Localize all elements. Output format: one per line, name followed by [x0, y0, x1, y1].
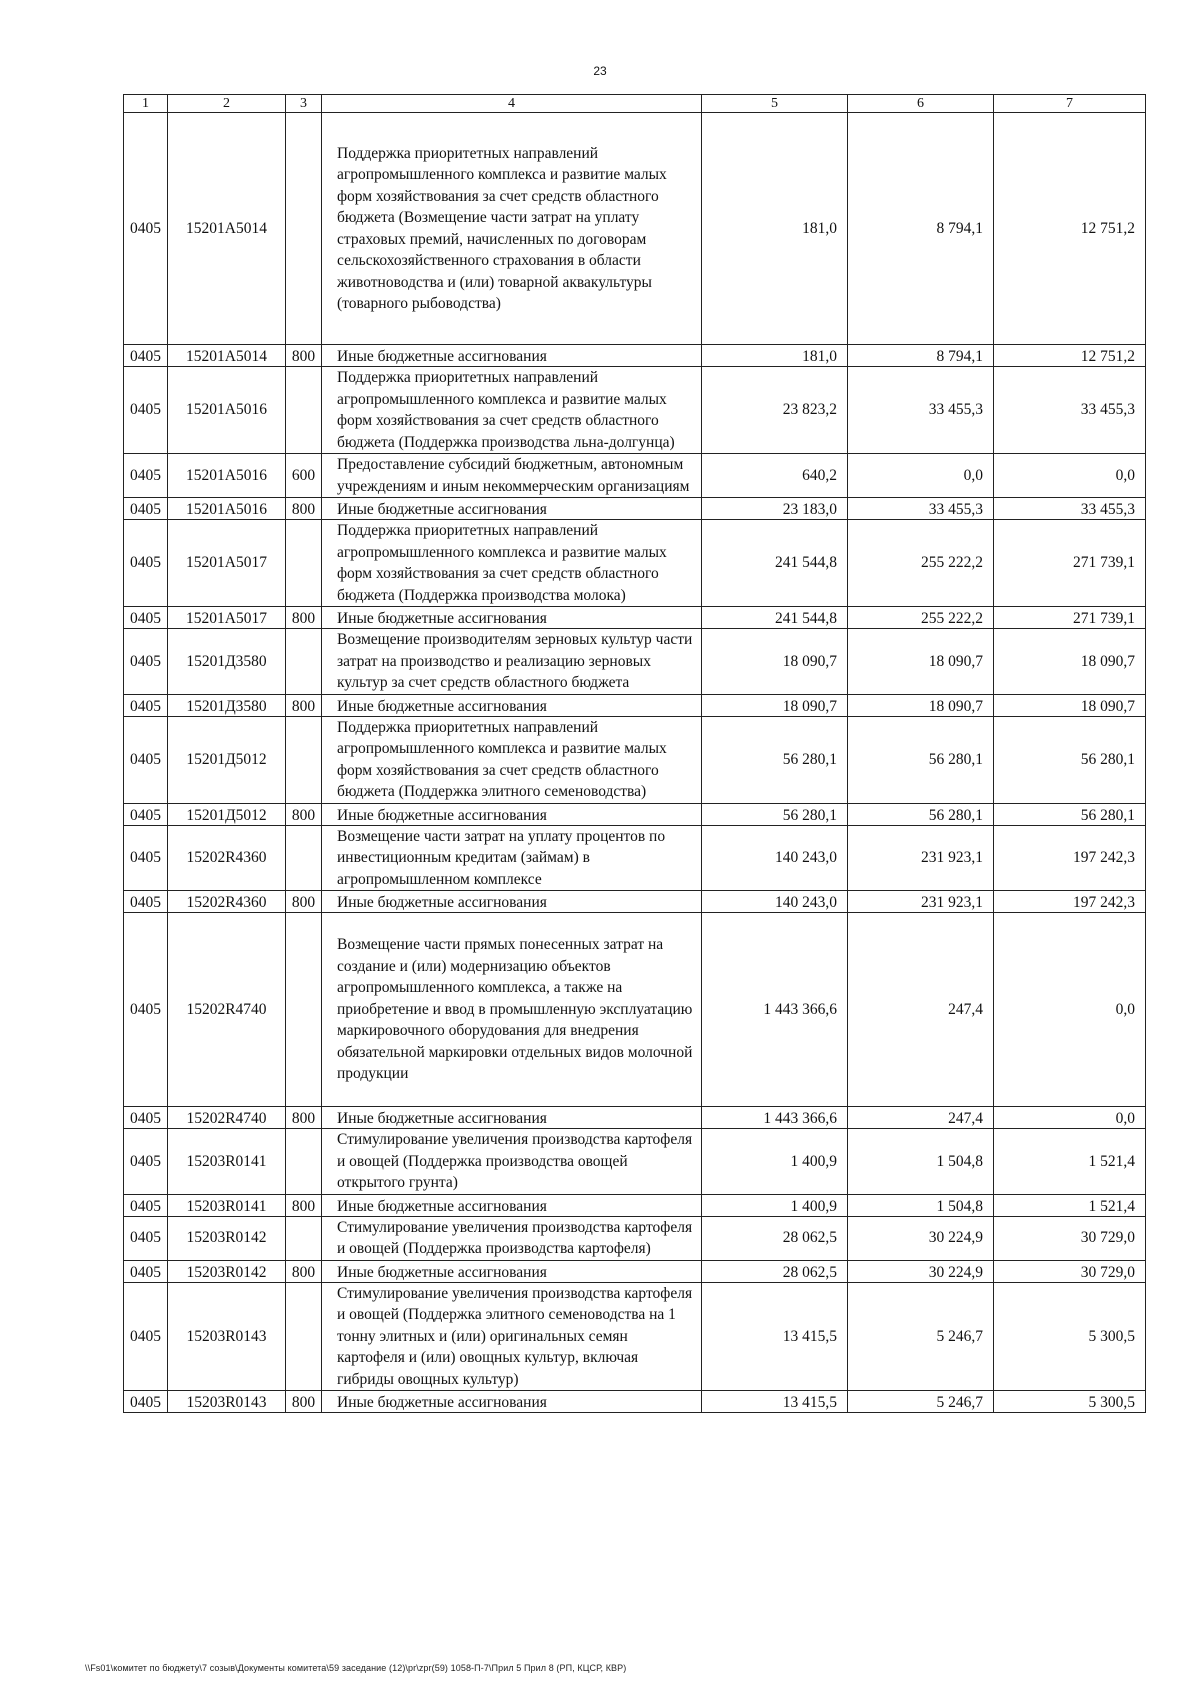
target-article-code: 15201Д3580 — [168, 629, 286, 695]
target-article-code: 15203R0143 — [168, 1391, 286, 1413]
section-code: 0405 — [124, 520, 168, 607]
amount-year-2: 255 222,2 — [848, 607, 994, 629]
table-row — [124, 367, 1146, 454]
table-header-row — [124, 95, 1146, 113]
amount-year-2: 8 794,1 — [848, 113, 994, 345]
amount-year-2: 247,4 — [848, 1107, 994, 1129]
expense-type-code: 800 — [286, 607, 322, 629]
amount-year-3: 0,0 — [994, 454, 1146, 498]
table-row — [124, 454, 1146, 498]
column-header: 1 — [124, 95, 168, 113]
target-article-code: 15201Д5012 — [168, 803, 286, 825]
target-article-code: 15201A5016 — [168, 498, 286, 520]
amount-year-2: 30 224,9 — [848, 1216, 994, 1260]
section-code: 0405 — [124, 1260, 168, 1282]
footer-file-path: \\Fs01\комитет по бюджету\7 созыв\Документы комитета\59 заседание (12)\pr\zpr(59) 1058-П-7\Прил 5 Прил 8 (РП, КЦСР, КВР) — [85, 1663, 627, 1673]
expense-name: Иные бюджетные ассигнования — [322, 1107, 702, 1129]
expense-name: Стимулирование увеличения производства картофеля и овощей (Поддержка элитного семеноводства на 1 тонну элитных и (или) оригинальных семян картофеля и (или) овощных культур, включая гибриды овощных культур) — [322, 1282, 702, 1391]
expense-type-code — [286, 1129, 322, 1195]
amount-year-1: 1 400,9 — [702, 1129, 848, 1195]
table-row — [124, 694, 1146, 716]
table-row — [124, 1282, 1146, 1391]
amount-year-3: 18 090,7 — [994, 629, 1146, 695]
amount-year-3: 5 300,5 — [994, 1282, 1146, 1391]
page-number: 23 — [593, 64, 607, 78]
target-article-code: 15202R4360 — [168, 825, 286, 891]
table-row — [124, 803, 1146, 825]
target-article-code: 15201Д3580 — [168, 694, 286, 716]
table-row — [124, 1260, 1146, 1282]
amount-year-3: 271 739,1 — [994, 607, 1146, 629]
amount-year-1: 181,0 — [702, 113, 848, 345]
expense-type-code: 800 — [286, 1260, 322, 1282]
table-row — [124, 113, 1146, 345]
section-code: 0405 — [124, 607, 168, 629]
expense-type-code: 800 — [286, 891, 322, 913]
table-row — [124, 520, 1146, 607]
amount-year-2: 231 923,1 — [848, 825, 994, 891]
expense-type-code: 800 — [286, 1107, 322, 1129]
expense-type-code — [286, 629, 322, 695]
amount-year-2: 1 504,8 — [848, 1194, 994, 1216]
amount-year-3: 12 751,2 — [994, 113, 1146, 345]
budget-table — [123, 94, 1146, 1413]
expense-name: Поддержка приоритетных направлений агропромышленного комплекса и развитие малых форм хозяйствования за счет средств областного бюджета (Поддержка производства льна-долгунца) — [322, 367, 702, 454]
amount-year-1: 56 280,1 — [702, 716, 848, 803]
amount-year-2: 56 280,1 — [848, 803, 994, 825]
expense-type-code — [286, 1216, 322, 1260]
amount-year-2: 0,0 — [848, 454, 994, 498]
expense-name: Иные бюджетные ассигнования — [322, 891, 702, 913]
expense-name: Иные бюджетные ассигнования — [322, 1194, 702, 1216]
expense-name: Поддержка приоритетных направлений агропромышленного комплекса и развитие малых форм хозяйствования за счет средств областного бюджета (Возмещение части затрат на уплату страховых премий, начисленных по договорам сельскохозяйственного страхования в области животноводства и (или) товарной аквакультуры (товарного рыбоводства) — [322, 113, 702, 345]
amount-year-2: 247,4 — [848, 913, 994, 1107]
target-article-code: 15202R4740 — [168, 1107, 286, 1129]
expense-name: Предоставление субсидий бюджетным, автономным учреждениям и иным некоммерческим организациям — [322, 454, 702, 498]
target-article-code: 15201A5016 — [168, 367, 286, 454]
amount-year-3: 1 521,4 — [994, 1194, 1146, 1216]
expense-type-code: 800 — [286, 498, 322, 520]
column-header: 4 — [322, 95, 702, 113]
amount-year-2: 5 246,7 — [848, 1391, 994, 1413]
table-row — [124, 1391, 1146, 1413]
table-row — [124, 891, 1146, 913]
amount-year-2: 18 090,7 — [848, 629, 994, 695]
amount-year-1: 13 415,5 — [702, 1282, 848, 1391]
target-article-code: 15201A5014 — [168, 345, 286, 367]
expense-type-code — [286, 367, 322, 454]
section-code: 0405 — [124, 498, 168, 520]
amount-year-3: 33 455,3 — [994, 498, 1146, 520]
expense-type-code: 600 — [286, 454, 322, 498]
expense-type-code — [286, 520, 322, 607]
section-code: 0405 — [124, 345, 168, 367]
column-header: 6 — [848, 95, 994, 113]
expense-type-code — [286, 913, 322, 1107]
expense-name: Поддержка приоритетных направлений агропромышленного комплекса и развитие малых форм хозяйствования за счет средств областного бюджета (Поддержка производства молока) — [322, 520, 702, 607]
target-article-code: 15201Д5012 — [168, 716, 286, 803]
section-code: 0405 — [124, 454, 168, 498]
expense-type-code — [286, 716, 322, 803]
amount-year-1: 23 183,0 — [702, 498, 848, 520]
column-header: 7 — [994, 95, 1146, 113]
table-row — [124, 498, 1146, 520]
amount-year-2: 30 224,9 — [848, 1260, 994, 1282]
section-code: 0405 — [124, 1216, 168, 1260]
amount-year-3: 56 280,1 — [994, 803, 1146, 825]
expense-name: Иные бюджетные ассигнования — [322, 607, 702, 629]
expense-name: Возмещение производителям зерновых культур части затрат на производство и реализацию зерновых культур за счет средств областного бюджета — [322, 629, 702, 695]
amount-year-2: 231 923,1 — [848, 891, 994, 913]
amount-year-2: 56 280,1 — [848, 716, 994, 803]
expense-name: Возмещение части прямых понесенных затрат на создание и (или) модернизацию объектов агропромышленного комплекса, а также на приобретение и ввод в промышленную эксплуатацию маркировочного оборудования для внедрения обязательной маркировки отдельных видов молочной продукции — [322, 913, 702, 1107]
expense-name: Стимулирование увеличения производства картофеля и овощей (Поддержка производства овощей открытого грунта) — [322, 1129, 702, 1195]
expense-type-code: 800 — [286, 803, 322, 825]
column-header: 3 — [286, 95, 322, 113]
amount-year-2: 8 794,1 — [848, 345, 994, 367]
expense-type-code: 800 — [286, 1391, 322, 1413]
target-article-code: 15201A5017 — [168, 607, 286, 629]
table-row — [124, 1107, 1146, 1129]
amount-year-1: 56 280,1 — [702, 803, 848, 825]
expense-type-code — [286, 1282, 322, 1391]
target-article-code: 15201A5016 — [168, 454, 286, 498]
expense-name: Возмещение части затрат на уплату процентов по инвестиционным кредитам (займам) в агропромышленном комплексе — [322, 825, 702, 891]
expense-name: Иные бюджетные ассигнования — [322, 1260, 702, 1282]
expense-name: Иные бюджетные ассигнования — [322, 803, 702, 825]
expense-name: Иные бюджетные ассигнования — [322, 345, 702, 367]
amount-year-1: 1 443 366,6 — [702, 913, 848, 1107]
section-code: 0405 — [124, 1107, 168, 1129]
target-article-code: 15202R4360 — [168, 891, 286, 913]
amount-year-3: 271 739,1 — [994, 520, 1146, 607]
target-article-code: 15202R4740 — [168, 913, 286, 1107]
amount-year-1: 18 090,7 — [702, 694, 848, 716]
amount-year-1: 1 400,9 — [702, 1194, 848, 1216]
amount-year-2: 255 222,2 — [848, 520, 994, 607]
table-row — [124, 825, 1146, 891]
target-article-code: 15201A5017 — [168, 520, 286, 607]
table-row — [124, 1216, 1146, 1260]
amount-year-2: 33 455,3 — [848, 367, 994, 454]
column-header: 5 — [702, 95, 848, 113]
section-code: 0405 — [124, 1194, 168, 1216]
amount-year-1: 181,0 — [702, 345, 848, 367]
column-header: 2 — [168, 95, 286, 113]
section-code: 0405 — [124, 716, 168, 803]
section-code: 0405 — [124, 913, 168, 1107]
amount-year-3: 12 751,2 — [994, 345, 1146, 367]
section-code: 0405 — [124, 803, 168, 825]
amount-year-2: 5 246,7 — [848, 1282, 994, 1391]
amount-year-3: 56 280,1 — [994, 716, 1146, 803]
expense-name: Иные бюджетные ассигнования — [322, 498, 702, 520]
expense-type-code: 800 — [286, 345, 322, 367]
amount-year-1: 640,2 — [702, 454, 848, 498]
section-code: 0405 — [124, 825, 168, 891]
expense-name: Стимулирование увеличения производства картофеля и овощей (Поддержка производства картофеля) — [322, 1216, 702, 1260]
section-code: 0405 — [124, 367, 168, 454]
table-row — [124, 913, 1146, 1107]
table-row — [124, 1129, 1146, 1195]
target-article-code: 15201A5014 — [168, 113, 286, 345]
expense-type-code: 800 — [286, 1194, 322, 1216]
amount-year-1: 28 062,5 — [702, 1216, 848, 1260]
amount-year-1: 13 415,5 — [702, 1391, 848, 1413]
amount-year-2: 1 504,8 — [848, 1129, 994, 1195]
section-code: 0405 — [124, 694, 168, 716]
amount-year-1: 140 243,0 — [702, 825, 848, 891]
amount-year-1: 241 544,8 — [702, 520, 848, 607]
section-code: 0405 — [124, 891, 168, 913]
target-article-code: 15203R0141 — [168, 1129, 286, 1195]
amount-year-3: 30 729,0 — [994, 1260, 1146, 1282]
section-code: 0405 — [124, 1282, 168, 1391]
table-row — [124, 629, 1146, 695]
amount-year-3: 0,0 — [994, 913, 1146, 1107]
amount-year-3: 197 242,3 — [994, 891, 1146, 913]
target-article-code: 15203R0142 — [168, 1260, 286, 1282]
amount-year-3: 1 521,4 — [994, 1129, 1146, 1195]
amount-year-1: 23 823,2 — [702, 367, 848, 454]
expense-type-code: 800 — [286, 694, 322, 716]
section-code: 0405 — [124, 113, 168, 345]
expense-name: Поддержка приоритетных направлений агропромышленного комплекса и развитие малых форм хозяйствования за счет средств областного бюджета (Поддержка элитного семеноводства) — [322, 716, 702, 803]
amount-year-3: 0,0 — [994, 1107, 1146, 1129]
amount-year-1: 1 443 366,6 — [702, 1107, 848, 1129]
amount-year-3: 30 729,0 — [994, 1216, 1146, 1260]
amount-year-1: 241 544,8 — [702, 607, 848, 629]
amount-year-3: 33 455,3 — [994, 367, 1146, 454]
amount-year-3: 18 090,7 — [994, 694, 1146, 716]
section-code: 0405 — [124, 1129, 168, 1195]
expense-name: Иные бюджетные ассигнования — [322, 694, 702, 716]
table-row — [124, 607, 1146, 629]
expense-name: Иные бюджетные ассигнования — [322, 1391, 702, 1413]
amount-year-2: 33 455,3 — [848, 498, 994, 520]
amount-year-3: 197 242,3 — [994, 825, 1146, 891]
amount-year-2: 18 090,7 — [848, 694, 994, 716]
expense-type-code — [286, 113, 322, 345]
table-row — [124, 716, 1146, 803]
table-row — [124, 345, 1146, 367]
table-row — [124, 1194, 1146, 1216]
target-article-code: 15203R0141 — [168, 1194, 286, 1216]
section-code: 0405 — [124, 1391, 168, 1413]
amount-year-1: 140 243,0 — [702, 891, 848, 913]
amount-year-1: 28 062,5 — [702, 1260, 848, 1282]
section-code: 0405 — [124, 629, 168, 695]
amount-year-3: 5 300,5 — [994, 1391, 1146, 1413]
expense-type-code — [286, 825, 322, 891]
amount-year-1: 18 090,7 — [702, 629, 848, 695]
target-article-code: 15203R0142 — [168, 1216, 286, 1260]
target-article-code: 15203R0143 — [168, 1282, 286, 1391]
